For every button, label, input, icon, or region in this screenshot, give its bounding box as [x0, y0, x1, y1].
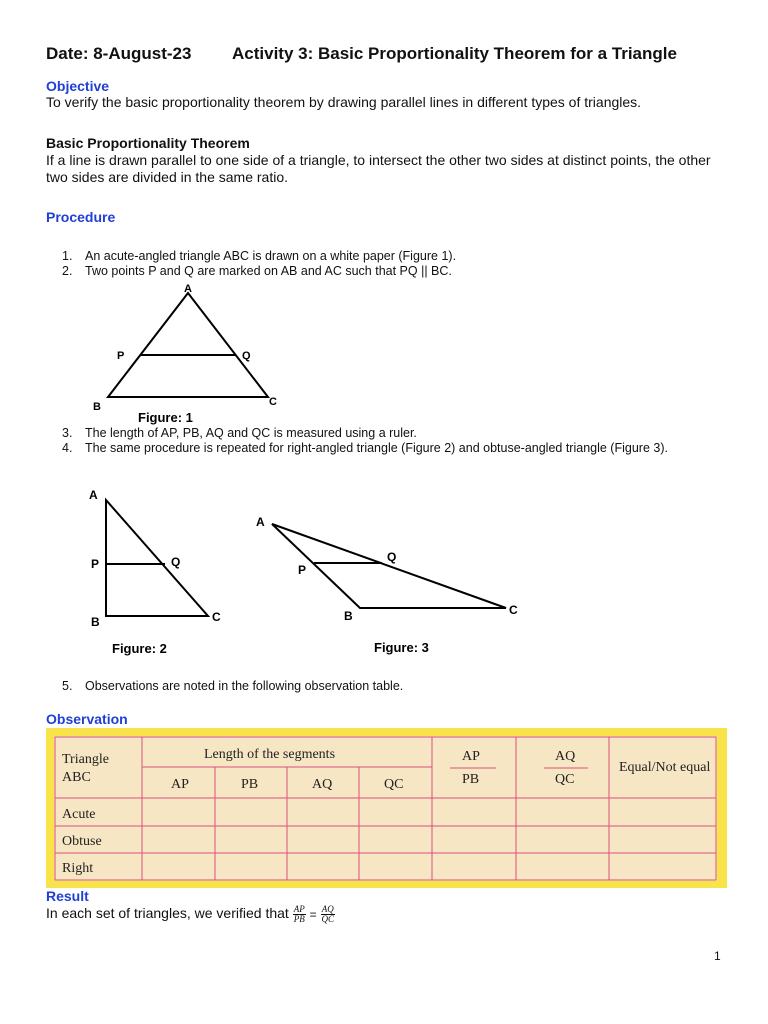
vertex-b-label: B	[91, 615, 100, 629]
vertex-a-label: A	[256, 515, 265, 529]
ratio1-numerator: AP	[462, 749, 480, 764]
rhs-numerator: AQ	[321, 904, 334, 914]
header-pb: PB	[241, 777, 259, 792]
triangle-abc	[108, 293, 268, 397]
row-acute: Acute	[62, 807, 96, 822]
ratio1-denominator: PB	[462, 772, 480, 787]
point-p-label: P	[117, 350, 125, 362]
procedure-step	[62, 441, 742, 473]
header-abc: ABC	[62, 770, 91, 785]
figure-1-caption: Figure: 1	[138, 410, 193, 425]
objective-text: To verify the basic proportionality theorem by drawing parallel lines in different types of triangles.	[46, 94, 642, 110]
result-statement	[46, 905, 335, 924]
point-q-label: Q	[387, 550, 397, 564]
header-lengths: Length of the segments	[204, 747, 336, 762]
step-number: 5.	[62, 679, 73, 693]
lhs-numerator: AP	[293, 904, 305, 914]
lhs-denominator: PB	[293, 914, 305, 924]
triangle-abc	[106, 500, 208, 616]
vertex-b-label: B	[344, 609, 353, 623]
theorem-text: If a line is drawn parallel to one side of a triangle, to intersect the other two sides at distinct points, the other two sides are divided in the same ratio.	[46, 152, 711, 185]
vertex-b-label: B	[93, 401, 101, 413]
step-text: The length of AP, PB, AQ and QC is measured using a ruler.	[85, 426, 417, 440]
observation-table-paper	[54, 736, 717, 881]
activity-title: Activity 3: Basic Proportionality Theorem for a Triangle	[232, 44, 677, 63]
vertex-c-label: C	[212, 610, 221, 624]
vertex-a-label: A	[89, 488, 98, 502]
step-number: 3.	[62, 426, 73, 440]
figure-2-caption: Figure: 2	[112, 641, 167, 656]
date-label: Date: 8-August-23	[46, 44, 192, 63]
observation-table	[54, 736, 717, 881]
step-text: The same procedure is repeated for right-angled triangle (Figure 2) and obtuse-angled triangle (Figure 3).	[85, 441, 668, 455]
row-right: Right	[62, 861, 94, 876]
theorem-heading: Basic Proportionality Theorem	[46, 135, 250, 151]
header-aq: AQ	[312, 777, 333, 792]
lhs-fraction	[293, 905, 306, 924]
triangle-abc	[272, 524, 506, 608]
step-number: 1.	[62, 249, 73, 263]
figure-2-diagram	[84, 486, 244, 661]
point-q-label: Q	[171, 555, 181, 569]
step-text: An acute-angled triangle ABC is drawn on a white paper (Figure 1).	[85, 249, 457, 263]
header-equal: Equal/Not equal	[619, 760, 711, 775]
step-number: 4.	[62, 441, 73, 455]
figure-3-diagram	[252, 510, 532, 658]
rhs-fraction	[321, 905, 336, 924]
point-q-label: Q	[242, 350, 251, 362]
procedure-heading: Procedure	[46, 209, 116, 225]
ratio2-numerator: AQ	[555, 749, 576, 764]
result-heading: Result	[46, 888, 89, 904]
observation-table-frame	[46, 728, 727, 888]
rhs-denominator: QC	[321, 914, 335, 924]
vertex-c-label: C	[509, 603, 518, 617]
vertex-c-label: C	[269, 396, 277, 408]
objective-heading: Objective	[46, 78, 110, 94]
procedure-step	[62, 264, 742, 280]
point-p-label: P	[298, 563, 307, 577]
header-ap: AP	[171, 777, 189, 792]
procedure-step	[62, 679, 742, 695]
figure-3-caption: Figure: 3	[374, 640, 429, 655]
step-number: 2.	[62, 264, 73, 278]
row-obtuse: Obtuse	[62, 834, 102, 849]
equals-sign: =	[309, 907, 317, 922]
header-triangle: Triangle	[62, 752, 109, 767]
point-p-label: P	[91, 557, 100, 571]
step-text: Observations are noted in the following observation table.	[85, 679, 404, 693]
header-qc: QC	[384, 777, 404, 792]
page-number: 1	[714, 949, 721, 963]
figure-1-diagram	[88, 280, 298, 428]
result-text: In each set of triangles, we verified that	[46, 905, 289, 922]
step-text: Two points P and Q are marked on AB and AC such that PQ || BC.	[85, 264, 452, 278]
procedure-step	[62, 426, 742, 442]
vertex-a-label: A	[184, 283, 192, 295]
procedure-step	[62, 249, 742, 265]
observation-heading: Observation	[46, 711, 128, 727]
ratio2-denominator: QC	[555, 772, 575, 787]
